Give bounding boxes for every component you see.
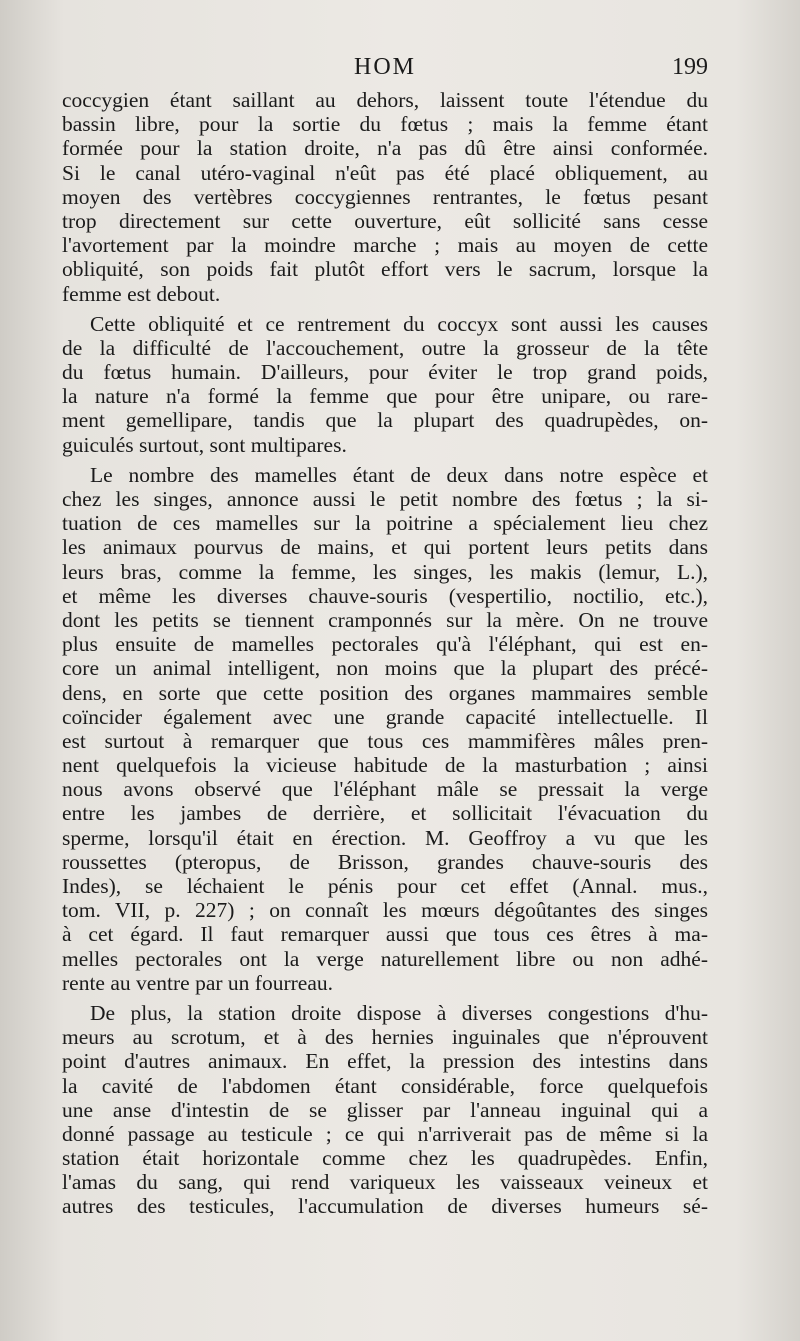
- body-text: [62, 88, 708, 1225]
- text-line: chez les singes, annonce aussi le petit nombre des fœtus ; la si-: [62, 487, 708, 511]
- text-line: la nature n'a formé la femme que pour être unipare, ou rare-: [62, 384, 708, 409]
- text-line: rente au ventre par un fourreau.: [62, 970, 333, 995]
- text-line: plus ensuite de mamelles pectorales qu'à l'éléphant, qui est en-: [62, 632, 708, 657]
- text-line: tuation de ces mamelles sur la poitrine a spécialement lieu chez: [62, 511, 708, 536]
- text-line: bassin libre, pour la sortie du fœtus ; mais la femme étant: [62, 112, 708, 137]
- page-header: [62, 54, 708, 88]
- text-line: moyen des vertèbres coccygiennes rentrantes, le fœtus pesant: [62, 184, 708, 209]
- text-line: coïncider également avec une grande capacité intellectuelle. Il: [62, 704, 708, 729]
- paragraph-1: [62, 88, 708, 306]
- text-line: roussettes (pteropus, de Brisson, grandes chauve-souris des: [62, 849, 708, 874]
- text-line: Indes), se léchaient le pénis pour cet effet (Annal. mus.,: [62, 874, 708, 898]
- text-line: tom. VII, p. 227) ; on connaît les mœurs dégoûtantes des singes: [62, 898, 708, 923]
- text-line: nent quelquefois la vicieuse habitude de la masturbation ; ainsi: [62, 753, 708, 778]
- text-line: sperme, lorsqu'il était en érection. M. Geoffroy a vu que les: [62, 825, 708, 850]
- paragraph-2: [62, 312, 708, 457]
- text-line: leurs bras, comme la femme, les singes, les makis (lemur, L.),: [62, 559, 708, 584]
- text-line: donné passage au testicule ; ce qui n'arriverait pas de même si la: [62, 1121, 708, 1146]
- text-line: station était horizontale comme chez les quadrupèdes. Enfin,: [62, 1146, 708, 1171]
- text-line: point d'autres animaux. En effet, la pression des intestins dans: [62, 1049, 708, 1074]
- text-line: l'avortement par la moindre marche ; mais au moyen de cette: [62, 233, 708, 258]
- text-line: De plus, la station droite dispose à diverses congestions d'hu-: [90, 1000, 708, 1025]
- text-line: nous avons observé que l'éléphant mâle se pressait la verge: [62, 777, 708, 802]
- text-line: meurs au scrotum, et à des hernies inguinales que n'éprouvent: [62, 1025, 708, 1050]
- paragraph-3: [62, 463, 708, 995]
- text-line: dens, en sorte que cette position des organes mammaires semble: [62, 680, 708, 705]
- text-line: est surtout à remarquer que tous ces mammifères mâles pren-: [62, 728, 708, 753]
- text-line: coccygien étant saillant au dehors, laissent toute l'étendue du: [62, 88, 708, 112]
- text-line: dont les petits se tiennent cramponnés sur la mère. On ne trouve: [62, 607, 708, 632]
- text-line: et même les diverses chauve-souris (vespertilio, noctilio, etc.),: [62, 583, 708, 608]
- text-line: obliquité, son poids fait plutôt effort vers le sacrum, lorsque la: [62, 257, 708, 282]
- text-line: Si le canal utéro-vaginal n'eût pas été placé obliquement, au: [62, 160, 708, 185]
- text-line: Le nombre des mamelles étant de deux dans notre espèce et: [90, 462, 708, 487]
- text-line: guiculés surtout, sont multipares.: [62, 432, 347, 457]
- text-line: core un animal intelligent, non moins que la plupart des précé-: [62, 656, 708, 681]
- text-line: trop directement sur cette ouverture, eût sollicité sans cesse: [62, 208, 708, 233]
- page-number: 199: [672, 54, 708, 80]
- text-line: Cette obliquité et ce rentrement du coccyx sont aussi les causes: [90, 311, 708, 336]
- paragraph-4: [62, 1001, 708, 1219]
- text-line: entre les jambes de derrière, et sollicitait l'évacuation du: [62, 801, 708, 826]
- text-line: melles pectorales ont la verge naturellement libre ou non adhé-: [62, 946, 708, 971]
- text-line: du fœtus humain. D'ailleurs, pour éviter le trop grand poids,: [62, 360, 708, 385]
- text-line: l'amas du sang, qui rend variqueux les vaisseaux veineux et: [62, 1170, 708, 1195]
- text-line: ment gemellipare, tandis que la plupart des quadrupèdes, on-: [62, 408, 708, 433]
- running-title: HOM: [353, 54, 416, 80]
- text-line: autres des testicules, l'accumulation de diverses humeurs sé-: [62, 1194, 708, 1219]
- text-line: la cavité de l'abdomen étant considérable, force quelquefois: [62, 1073, 708, 1098]
- text-line: femme est debout.: [62, 281, 221, 306]
- text-line: les animaux pourvus de mains, et qui portent leurs petits dans: [62, 535, 708, 560]
- text-line: une anse d'intestin de se glisser par l'anneau inguinal qui a: [62, 1097, 708, 1122]
- text-line: de la difficulté de l'accouchement, outre la grosseur de la tête: [62, 335, 708, 360]
- text-line: formée pour la station droite, n'a pas dû être ainsi conformée.: [62, 136, 708, 161]
- text-line: à cet égard. Il faut remarquer aussi que tous ces êtres à ma-: [62, 922, 708, 947]
